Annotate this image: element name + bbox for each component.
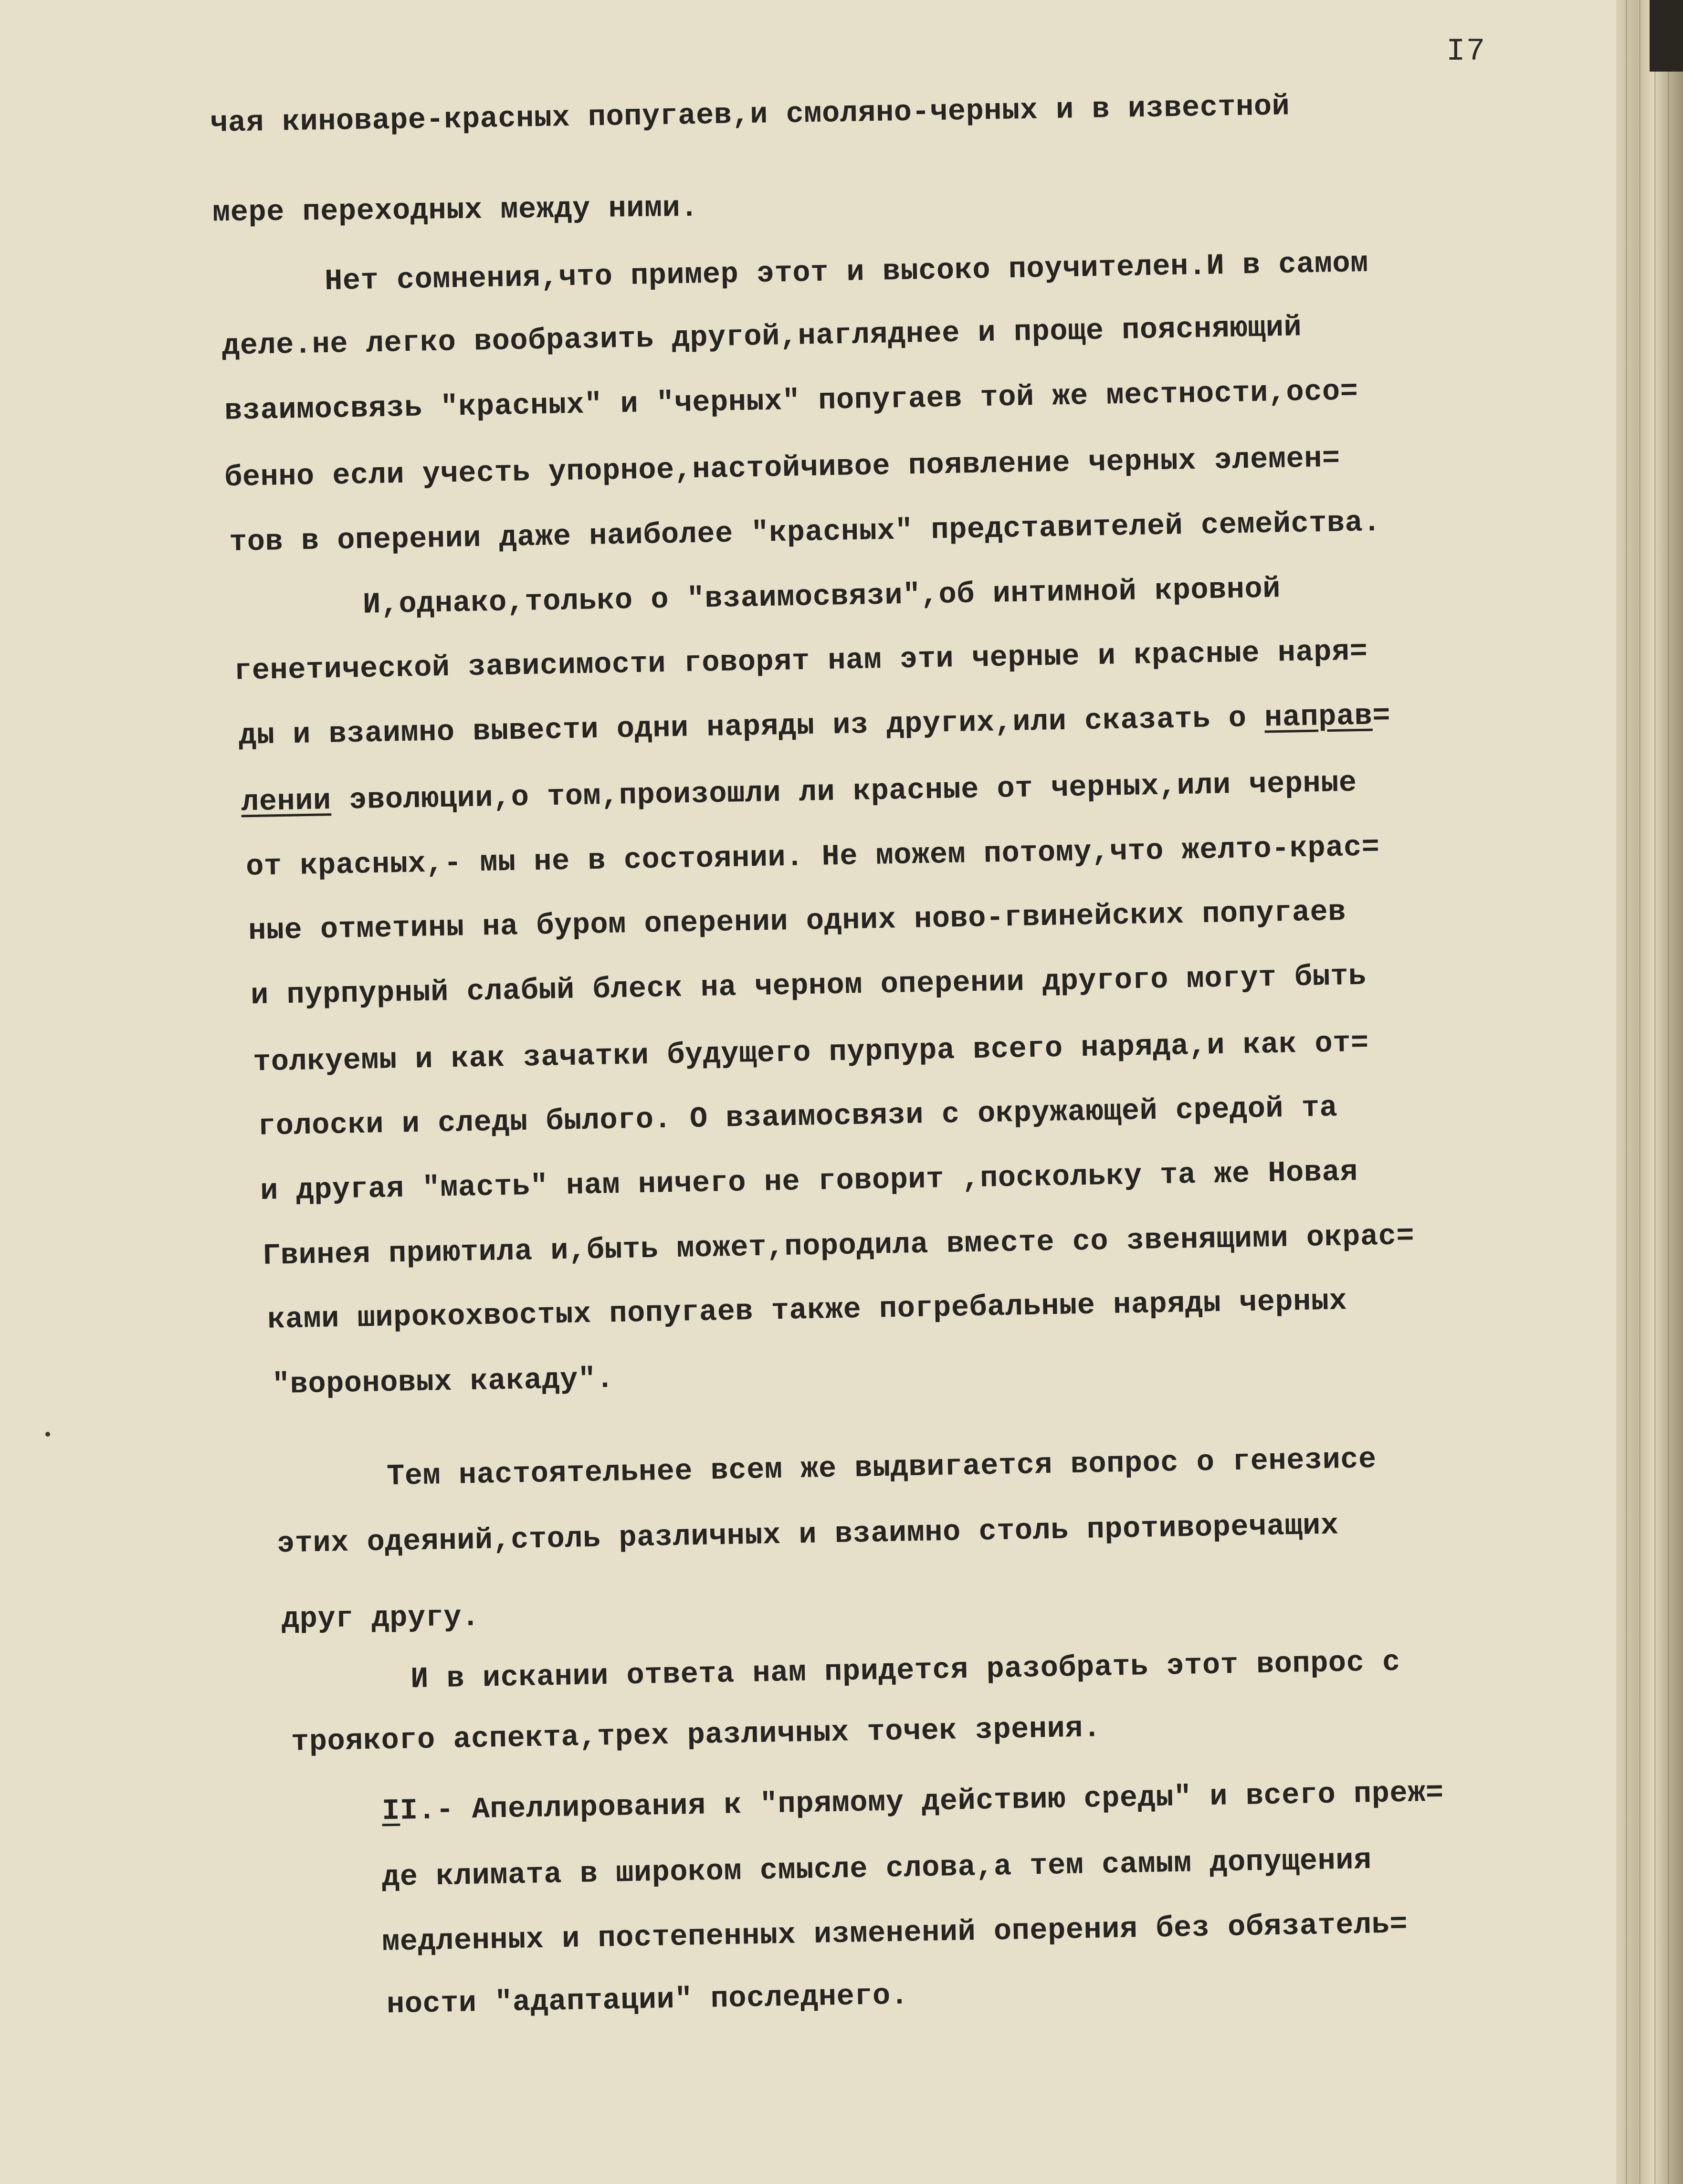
underlined-text: направ bbox=[1264, 699, 1373, 735]
text-line: троякого аспекта,трех различных точек зрения. bbox=[291, 1711, 1102, 1759]
text-line: бенно если учесть упорное,настойчивое появление черных элемен= bbox=[224, 441, 1341, 495]
text-line: Нет сомнения,что пример этот и высоко поучителен.И в самом bbox=[324, 246, 1369, 299]
text-line: толкуемы и как зачатки будущего пурпура всего наряда,и как от= bbox=[252, 1026, 1369, 1080]
text-line: Тем настоятельнее всем же выдвигается вопрос о генезисе bbox=[386, 1442, 1377, 1494]
text-line: И в искании ответа нам придется разобрать этот вопрос с bbox=[410, 1645, 1401, 1697]
text-line: "вороновых какаду". bbox=[272, 1362, 614, 1402]
text-line: друг другу. bbox=[281, 1600, 480, 1637]
page-edge-line bbox=[1626, 0, 1627, 2184]
text-line: медленных и постепенных изменений оперения без обязатель= bbox=[381, 1907, 1408, 1959]
text-line: чая киноваре-красных попугаев,и смоляно-черных и в известной bbox=[210, 89, 1290, 140]
text-line: ности "адаптации" последнего. bbox=[386, 1978, 909, 2022]
text-line: от красных,- мы не в состоянии. Не можем потому,что желто-крас= bbox=[245, 830, 1380, 884]
page-number: I7 bbox=[1446, 33, 1486, 69]
text-segment: ды и взаимно вывести одни наряды из других,или сказать о bbox=[238, 701, 1265, 753]
text-line: мере переходных между ними. bbox=[212, 190, 699, 230]
text-line: И,однако,только о "взаимосвязи",об интимной кровной bbox=[362, 572, 1281, 622]
page-edge-line bbox=[1668, 0, 1669, 2184]
underlined-text: лении bbox=[241, 784, 332, 819]
text-line: деле.не легко вообразить другой,нагляднее и проще поясняющий bbox=[221, 310, 1302, 363]
text-line bbox=[239, 699, 1391, 753]
text-line: Гвинея приютила и,быть может,породила вместе со звенящими окрас= bbox=[262, 1218, 1415, 1273]
text-segment: эволюции,о том,произошли ли красные от черных,или черные bbox=[331, 766, 1357, 818]
text-line: и пурпурный слабый блеск на черном оперении другого могут быть bbox=[250, 959, 1367, 1013]
binding-hole-mark bbox=[45, 1432, 50, 1437]
text-segment: I.- Апеллирования к "прямому действию среды" и всего преж= bbox=[400, 1775, 1444, 1828]
text-line: голоски и следы былого. О взаимосвязи с окружающей средой та bbox=[257, 1091, 1338, 1144]
text-line: и другая "масть" нам ничего не говорит ,поскольку та же Новая bbox=[260, 1155, 1358, 1208]
text-line: ные отметины на буром оперении одних ново-гвинейских попугаев bbox=[248, 894, 1346, 948]
background-shadow bbox=[1650, 0, 1683, 72]
text-line bbox=[241, 766, 1357, 819]
text-line: де климата в широком смысле слова,а тем самым допущения bbox=[381, 1843, 1372, 1895]
page-edge-line bbox=[1654, 0, 1656, 2184]
text-line: взаимосвязь "красных" и "черных" попугаев той же местности,осо= bbox=[224, 374, 1358, 428]
text-line: этих одеяний,столь различных и взаимно столь противоречащих bbox=[276, 1508, 1339, 1561]
page-stack-edges bbox=[1616, 0, 1683, 2184]
text-line bbox=[382, 1776, 1444, 1828]
underlined-text: I bbox=[381, 1794, 400, 1828]
text-segment: = bbox=[1372, 698, 1391, 733]
page-edge-line bbox=[1639, 0, 1641, 2184]
text-line: ками широкохвостых попугаев также погребальные наряды черных bbox=[267, 1284, 1347, 1337]
text-line: генетической зависимости говорят нам эти черные и красные наря= bbox=[233, 634, 1368, 688]
text-line: тов в оперении даже наиболее "красных" представителей семейства. bbox=[229, 505, 1381, 560]
